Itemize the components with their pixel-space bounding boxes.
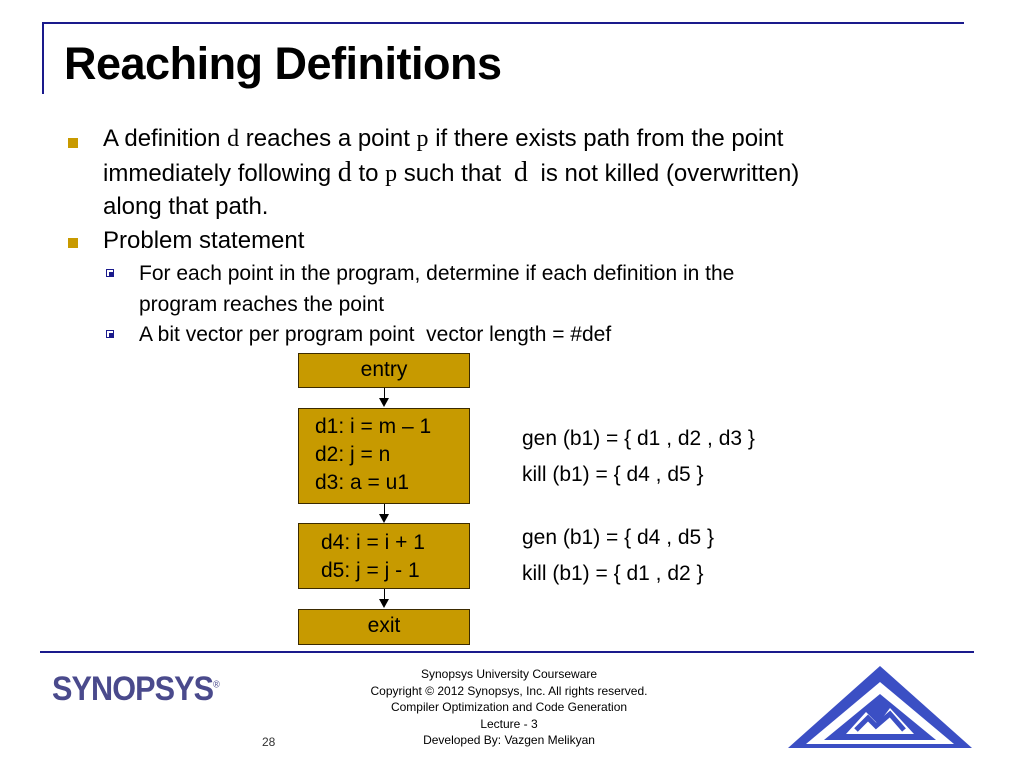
b2-kill-set: kill (b1) = { d1 , d2 } <box>522 562 704 585</box>
university-emblem-icon <box>786 664 974 750</box>
footer-line: Copyright © 2012 Synopsys, Inc. All rights reserved. <box>370 683 648 698</box>
b1-gen-set: gen (b1) = { d1 , d2 , d3 } <box>522 427 755 450</box>
footer-line: Developed By: Vazgen Melikyan <box>423 733 595 747</box>
page-title: Reaching Definitions <box>64 38 502 89</box>
page-number: 28 <box>262 735 276 749</box>
sub-bullet-marker <box>106 269 114 277</box>
arrow-down-icon <box>379 514 389 523</box>
footer-rule <box>40 651 974 653</box>
block-b2 <box>298 523 470 589</box>
definition-d4: d4: i = i + 1 <box>321 531 425 554</box>
bullet-1-line-1: A definition d reaches a point p if there exists path from the point <box>103 125 784 152</box>
arrow-down-icon <box>379 599 389 608</box>
bullet-marker <box>68 138 78 148</box>
arrow-down-icon <box>379 398 389 407</box>
footer-line: Compiler Optimization and Code Generation <box>390 700 628 714</box>
sub-bullet-2: A bit vector per program point vector length = #def <box>139 323 612 346</box>
bullet-marker <box>68 238 78 248</box>
footer-credits <box>330 666 688 749</box>
entry-block: entry <box>298 353 470 388</box>
footer-line: Lecture - 3 <box>480 716 538 731</box>
block-b1 <box>298 408 470 504</box>
bullet-2-label: Problem statement <box>103 227 305 254</box>
definition-d3: d3: a = u1 <box>315 471 409 494</box>
definition-d1: d1: i = m – 1 <box>315 415 432 438</box>
b2-gen-set: gen (b1) = { d4 , d5 } <box>522 526 715 549</box>
sub-bullet-1-line-1: For each point in the program, determine if each definition in the <box>139 262 735 285</box>
definition-d5: d5: j = j - 1 <box>321 559 420 582</box>
sub-bullet-marker <box>106 330 114 338</box>
synopsys-logo: SYNOPSYS® <box>52 670 219 708</box>
footer-line: Synopsys University Courseware <box>420 667 598 681</box>
title-rule <box>42 22 964 24</box>
bullet-1-line-2: immediately following d to p such that d is not killed (overwritten) <box>103 157 800 188</box>
bullet-1-line-3: along that path. <box>103 193 269 220</box>
sub-bullet-1-line-2: program reaches the point <box>139 293 385 316</box>
title-side-rule <box>42 22 44 94</box>
b1-kill-set: kill (b1) = { d4 , d5 } <box>522 463 704 486</box>
definition-d2: d2: j = n <box>315 443 391 466</box>
exit-block: exit <box>298 609 470 645</box>
